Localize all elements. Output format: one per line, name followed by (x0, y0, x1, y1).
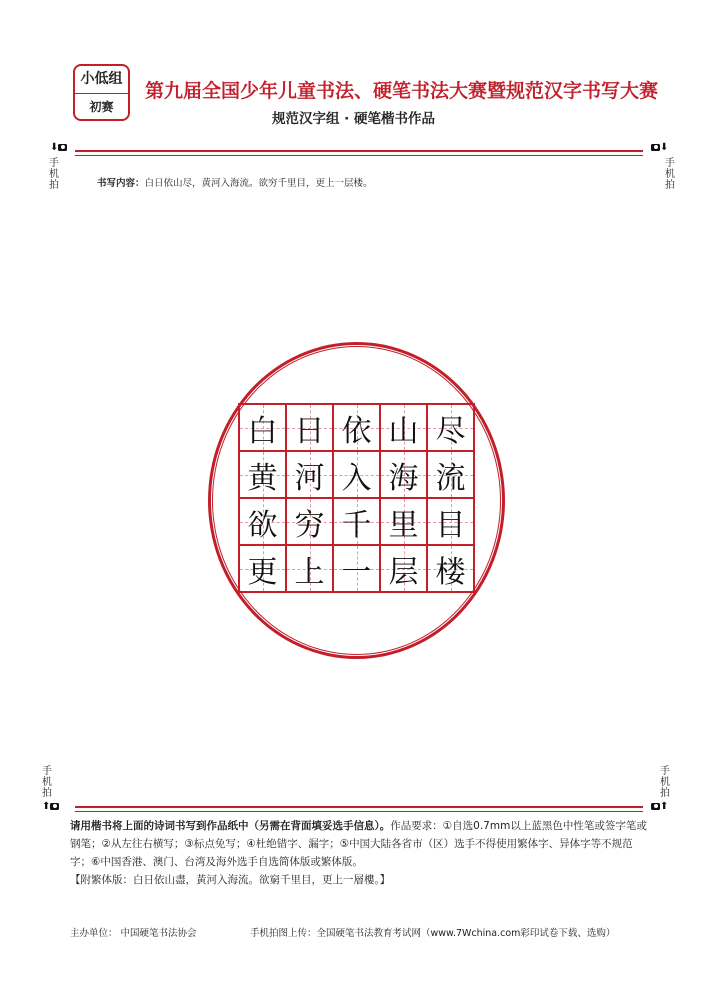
grid-cell (427, 451, 474, 498)
side-label-top-right: 手机拍 (665, 158, 675, 191)
grid-character: 黄 (247, 460, 278, 496)
grid-cell (286, 451, 333, 498)
grid-character: 海 (388, 460, 419, 496)
footer-organizer: 主办单位： 中国硬笔书法协会 (70, 928, 197, 939)
instructions-lead: 请用楷书将上面的诗词书写到作品纸中（另需在背面填妥选手信息）。 (70, 820, 391, 832)
content-label: 书写内容： (97, 178, 145, 189)
grid-cell (333, 451, 380, 498)
arrow-down-icon: ⬇ (50, 142, 59, 153)
grid-character: 白 (247, 413, 278, 449)
grid-character: 更 (247, 554, 278, 590)
instructions-traditional: 【附繁体版：白日依山盡，黃河入海流。欲窮千里目，更上一層樓。】 (70, 874, 391, 886)
footer-upload: 手机拍图上传：全国硬笔书法教育考试网（www.7Wchina.com彩印试卷下载、选购） (250, 928, 616, 939)
grid-character: 流 (435, 460, 466, 496)
grid-cell (239, 498, 286, 545)
corner-marker-top-right (651, 142, 668, 153)
corner-marker-top-left (50, 142, 67, 153)
grid-cell (333, 498, 380, 545)
grid-character: 一 (341, 554, 372, 590)
grid-character: 依 (341, 413, 372, 449)
top-rule (75, 150, 643, 152)
page-title: 第九届全国少年儿童书法、硬笔书法大赛暨规范汉字书写大赛 (145, 80, 659, 102)
corner-marker-bottom-right (651, 801, 668, 812)
grid-cell (427, 404, 474, 451)
grid-cell (333, 545, 380, 592)
camera-icon (651, 803, 660, 810)
grid-character: 入 (341, 460, 372, 496)
grid-character: 尽 (435, 413, 466, 449)
grid-cell (380, 451, 427, 498)
grid-cell (239, 545, 286, 592)
instructions (70, 817, 648, 889)
arrow-up-icon: ⬆ (42, 801, 51, 812)
grid-cell (380, 498, 427, 545)
round-label: 初赛 (89, 100, 114, 114)
camera-icon (58, 144, 67, 151)
arrow-down-icon: ⬇ (660, 142, 669, 153)
top-rule-thin (75, 155, 643, 156)
camera-icon (651, 144, 660, 151)
bottom-rule-thin (75, 811, 643, 812)
grid-character: 楼 (435, 554, 466, 590)
grid-character: 穷 (294, 507, 325, 543)
grid-character: 山 (388, 413, 419, 449)
grid-cell (427, 498, 474, 545)
group-label: 小低组 (75, 66, 128, 94)
camera-icon (50, 803, 59, 810)
grid-character: 里 (388, 507, 419, 543)
grid-character: 河 (294, 460, 325, 496)
side-label-bottom-right: 手机拍 (660, 766, 670, 799)
corner-marker-bottom-left (42, 801, 59, 812)
grid-cell (286, 545, 333, 592)
grid-character: 千 (341, 507, 372, 543)
grid-cell (239, 404, 286, 451)
grid-cell (286, 498, 333, 545)
instructions-requirements: 作品要求：①自选0.7mm以上蓝黑色中性笔或签字笔或钢笔；②从左往右横写；③标点免写；④杜绝错字、漏字；⑤中国大陆各省市（区）选手不得使用繁体字、异体字等不规范字；⑥中国香港、澳门、台湾及海外选手自选简体版或繁体版。 (70, 820, 647, 868)
grid-character: 欲 (247, 507, 278, 543)
grid-cell (427, 545, 474, 592)
content-line (97, 175, 373, 189)
grid-cell (333, 404, 380, 451)
arrow-up-icon: ⬆ (660, 801, 669, 812)
grid-cell (380, 545, 427, 592)
content-text: 白日依山尽，黄河入海流。欲穷千里目，更上一层楼。 (144, 178, 373, 189)
grid-character: 目 (435, 507, 466, 543)
grid-cell (380, 404, 427, 451)
grid-character: 日 (294, 413, 325, 449)
grid-character: 层 (388, 554, 419, 590)
bottom-rule (75, 806, 643, 808)
side-label-bottom-left: 手机拍 (42, 766, 52, 799)
writing-grid (238, 403, 475, 593)
side-label-top-left: 手机拍 (49, 158, 59, 191)
grid-cell (239, 451, 286, 498)
grid-cell (286, 404, 333, 451)
page-subtitle: 规范汉字组 · 硬笔楷书作品 (271, 111, 436, 127)
grid-character: 上 (294, 554, 325, 590)
